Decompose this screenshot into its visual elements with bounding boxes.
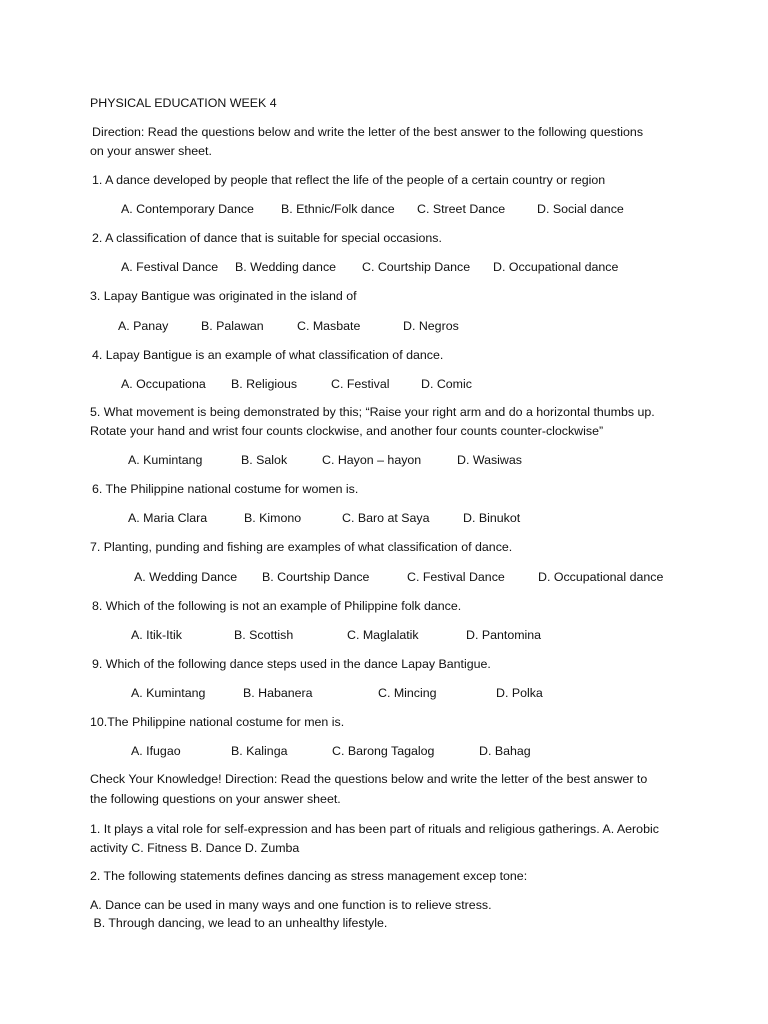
q9-option-b: B. Habanera	[243, 686, 313, 700]
question-7: 7. Planting, punding and fishing are examples of what classification of dance.	[90, 540, 513, 554]
q8-option-a: A. Itik-Itik	[131, 628, 182, 642]
q3-option-b: B. Palawan	[201, 319, 264, 333]
q2-option-b: B. Wedding dance	[235, 260, 337, 274]
q3-option-a: A. Panay	[118, 319, 169, 333]
direction-line-2: on your answer sheet.	[90, 144, 212, 158]
q8-option-d: D. Pantomina	[466, 628, 542, 642]
q1-option-d: D. Social dance	[537, 202, 624, 216]
q6-option-d: D. Binukot	[463, 511, 521, 525]
q4-option-b: B. Religious	[231, 377, 298, 391]
q4-option-c: C. Festival	[331, 377, 390, 391]
question-5-line-1: 5. What movement is being demonstrated by this; “Raise your right arm and do a horizontal thumbs up.	[90, 405, 655, 419]
question-5-line-2: Rotate your hand and wrist four counts clockwise, and another four counts counter-clockwise”	[90, 424, 604, 438]
q2-option-c: C. Courtship Dance	[362, 260, 471, 274]
q6-option-b: B. Kimono	[244, 511, 302, 525]
q7-option-d: D. Occupational dance	[538, 570, 664, 584]
q3-option-c: C. Masbate	[297, 319, 361, 333]
q2-option-d: D. Occupational dance	[493, 260, 619, 274]
q3-option-d: D. Negros	[403, 319, 459, 333]
document-title: PHYSICAL EDUCATION WEEK 4	[90, 96, 277, 110]
question-2: 2. A classification of dance that is suitable for special occasions.	[92, 231, 442, 245]
q1-option-c: C. Street Dance	[417, 202, 506, 216]
q8-option-b: B. Scottish	[234, 628, 294, 642]
check-question-1-line-1: 1. It plays a vital role for self-expression and has been part of rituals and religious gatherings. A. Aerobic	[90, 822, 659, 836]
q1-option-b: B. Ethnic/Folk dance	[281, 202, 395, 216]
q10-option-d: D. Bahag	[479, 744, 531, 758]
question-1: 1. A dance developed by people that reflect the life of the people of a certain country or region	[92, 173, 606, 187]
q5-option-c: C. Hayon – hayon	[322, 453, 422, 467]
q7-option-a: A. Wedding Dance	[134, 570, 238, 584]
check-heading-line-1: Check Your Knowledge! Direction: Read the questions below and write the letter of the best answer to	[90, 772, 648, 786]
q5-option-a: A. Kumintang	[128, 453, 203, 467]
q7-option-b: B. Courtship Dance	[262, 570, 370, 584]
q8-option-c: C. Maglalatik	[347, 628, 419, 642]
check-question-2: 2. The following statements defines dancing as stress management excep tone:	[90, 869, 528, 883]
q6-option-a: A. Maria Clara	[128, 511, 208, 525]
check-question-1-line-2: activity C. Fitness B. Dance D. Zumba	[90, 841, 300, 855]
direction-line-1: Direction: Read the questions below and write the letter of the best answer to the following questions	[92, 125, 644, 139]
q9-option-a: A. Kumintang	[131, 686, 206, 700]
q6-option-c: C. Baro at Saya	[342, 511, 430, 525]
q1-option-a: A. Contemporary Dance	[121, 202, 254, 216]
check-heading-line-2: the following questions on your answer sheet.	[90, 792, 341, 806]
check-answer-b: B. Through dancing, we lead to an unhealthy lifestyle.	[90, 916, 388, 930]
q9-option-d: D. Polka	[496, 686, 543, 700]
question-4: 4. Lapay Bantigue is an example of what classification of dance.	[92, 348, 444, 362]
q4-option-d: D. Comic	[421, 377, 472, 391]
q10-option-a: A. Ifugao	[131, 744, 181, 758]
question-3: 3. Lapay Bantigue was originated in the island of	[90, 289, 357, 303]
question-8: 8. Which of the following is not an example of Philippine folk dance.	[92, 599, 462, 613]
q2-option-a: A. Festival Dance	[121, 260, 219, 274]
q10-option-c: C. Barong Tagalog	[332, 744, 435, 758]
q4-option-a: A. Occupationa	[121, 377, 206, 391]
check-answer-a: A. Dance can be used in many ways and one function is to relieve stress.	[90, 898, 492, 912]
question-10: 10.The Philippine national costume for men is.	[90, 715, 345, 729]
q7-option-c: C. Festival Dance	[407, 570, 505, 584]
q5-option-b: B. Salok	[241, 453, 288, 467]
question-6: 6. The Philippine national costume for women is.	[92, 482, 359, 496]
q10-option-b: B. Kalinga	[231, 744, 288, 758]
q9-option-c: C. Mincing	[378, 686, 437, 700]
q5-option-d: D. Wasiwas	[457, 453, 522, 467]
question-9: 9. Which of the following dance steps used in the dance Lapay Bantigue.	[92, 657, 491, 671]
